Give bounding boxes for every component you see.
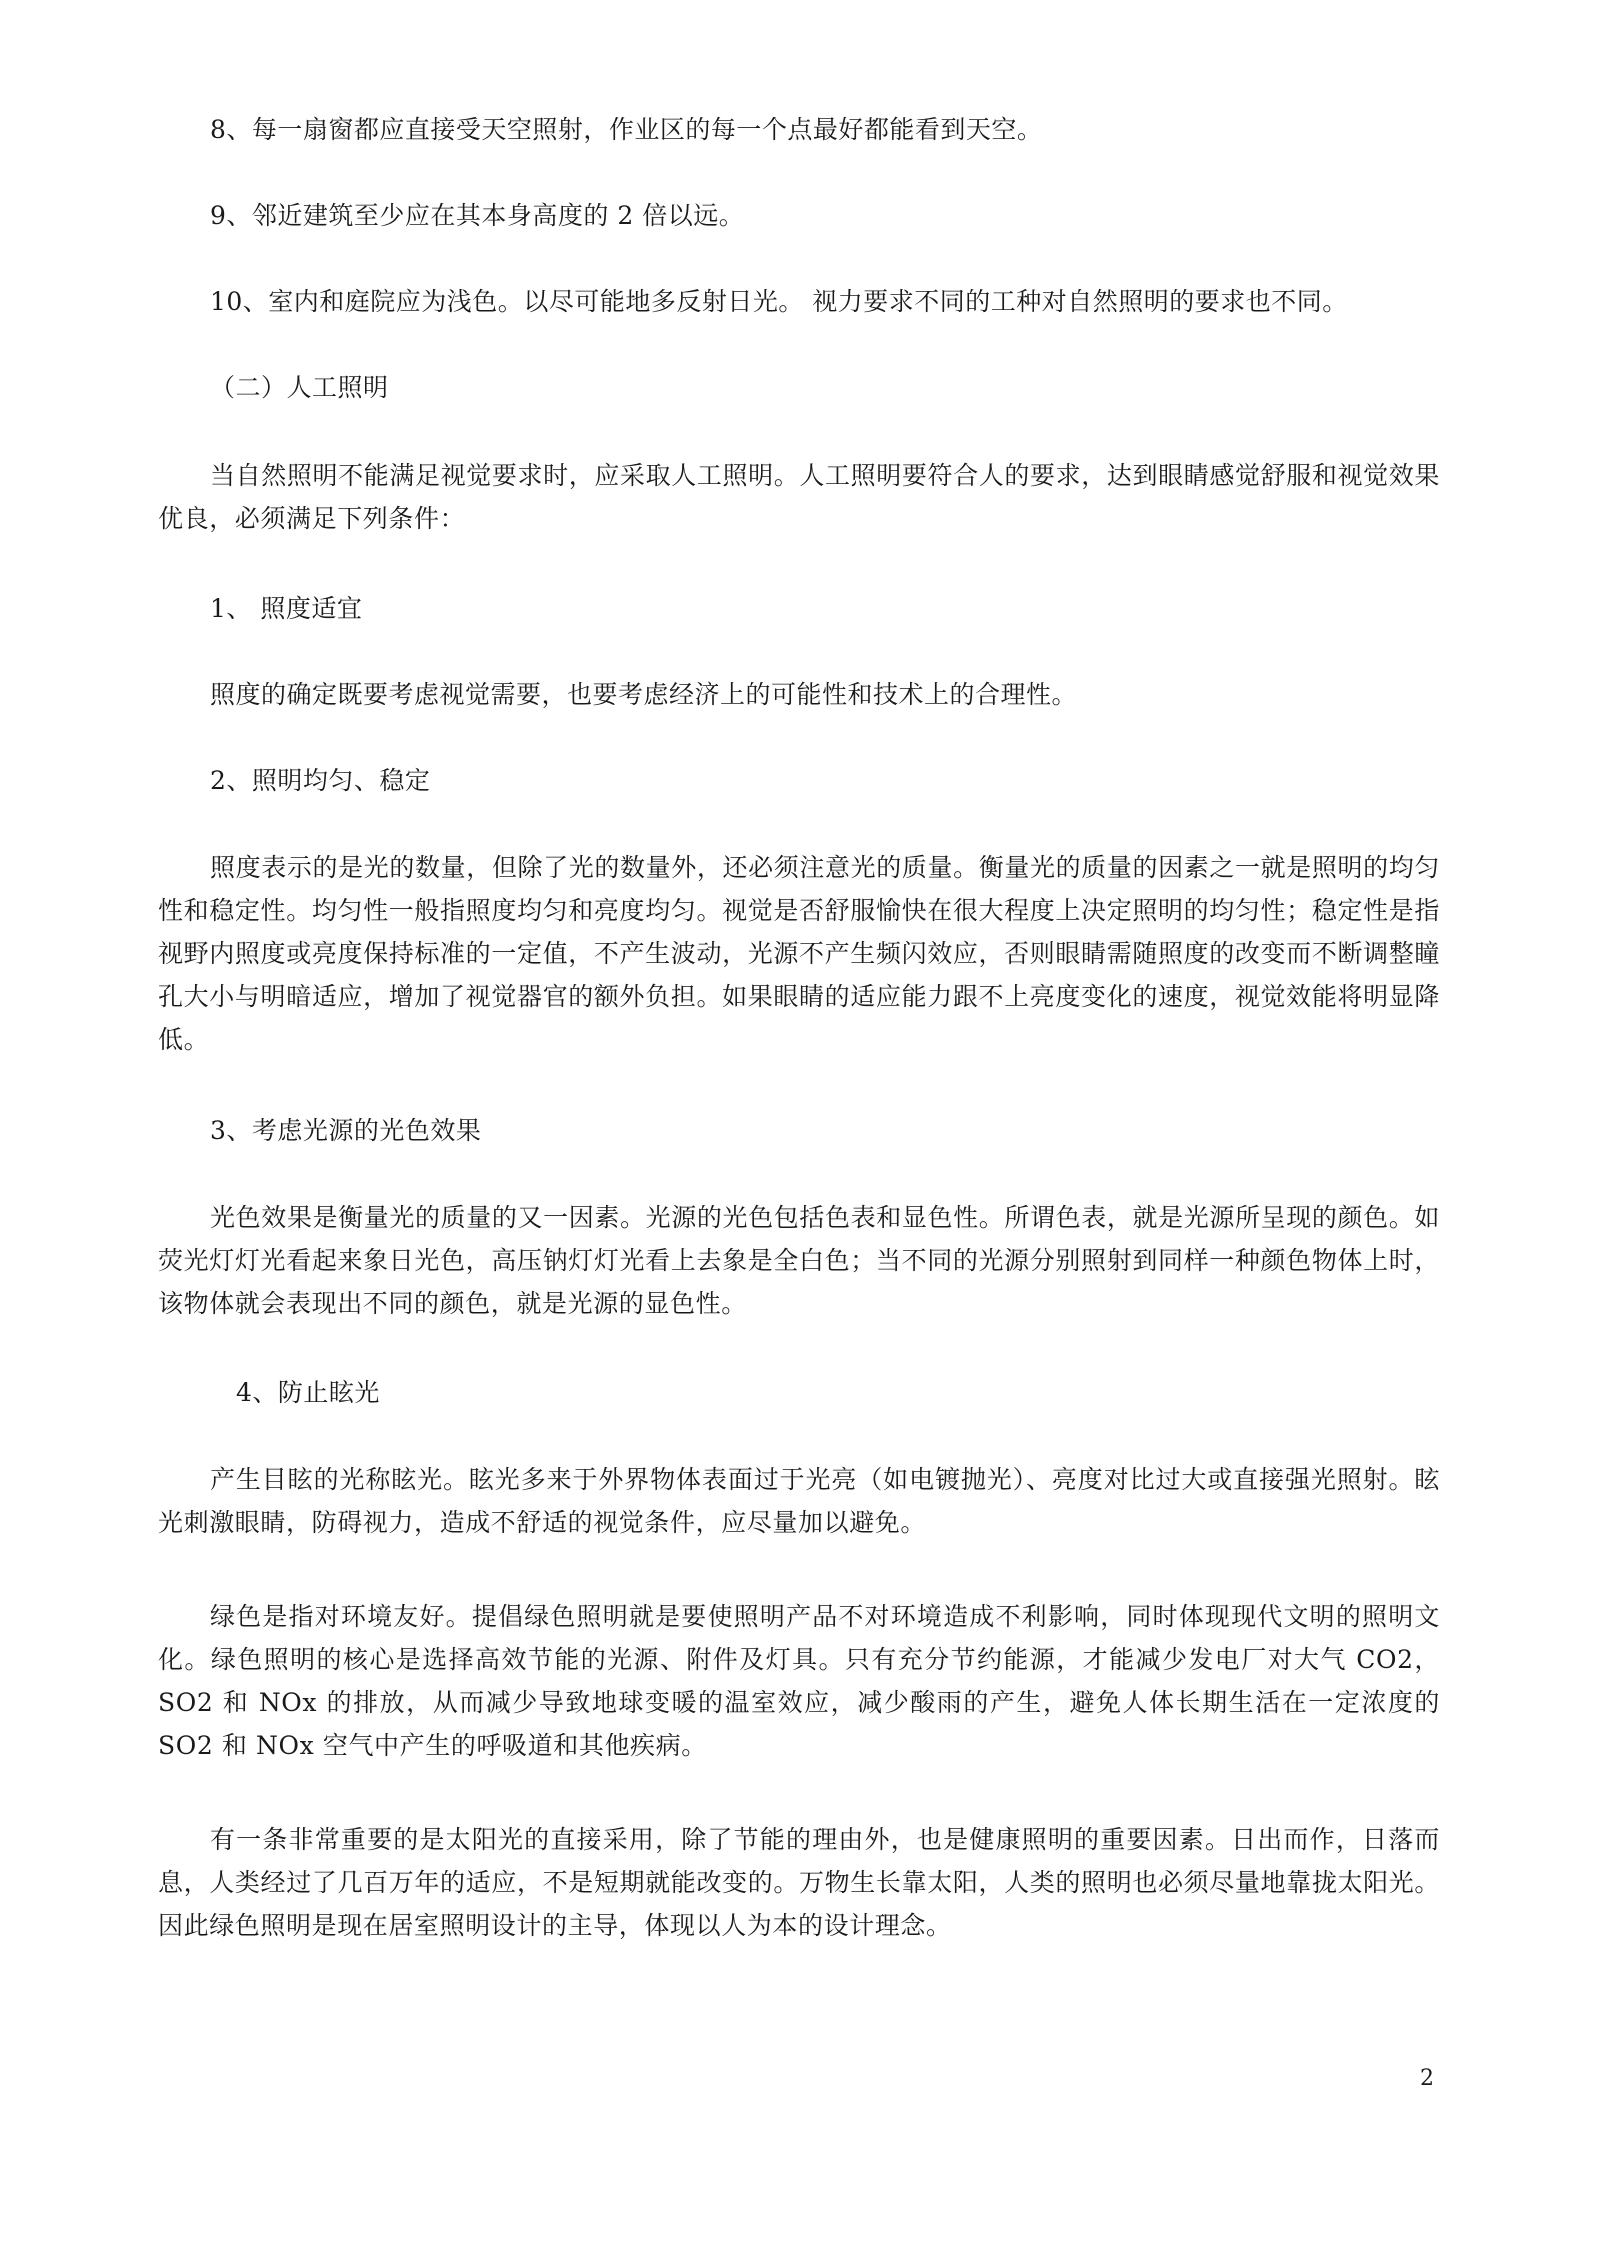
condition-3-body: 光色效果是衡量光的质量的又一因素。光源的光色包括色表和显色性。所谓色表，就是光源所呈现的颜色。如荧光灯灯光看起来象日光色，高压钠灯灯光看上去象是全白色；当不同的光源分别照射到同样一种颜色物体上时，该物体就会表现出不同的颜色，就是光源的显色性。: [158, 1203, 1440, 1318]
condition-2-body: 照度表示的是光的数量，但除了光的数量外，还必须注意光的质量。衡量光的质量的因素之一就是照明的均匀性和稳定性。均匀性一般指照度均匀和亮度均匀。视觉是否舒服愉快在很大程度上决定照明的均匀性；稳定性是指视野内照度或亮度保持标准的一定值，不产生波动，光源不产生频闪效应，否则眼睛需随照度的改变而不断调整瞳孔大小与明暗适应，增加了视觉器官的额外负担。如果眼睛的适应能力跟不上亮度变化的速度，视觉效能将明显降低。: [158, 853, 1440, 1054]
green-lighting-paragraph: 绿色是指对环境友好。提倡绿色照明就是要使照明产品不对环境造成不利影响，同时体现现代文明的照明文化。绿色照明的核心是选择高效节能的光源、附件及灯具。只有充分节约能源，才能减少发电厂对大气 CO2，SO2 和 NOx 的排放，从而减少导致地球变暖的温室效应，减少酸雨的产生，避免人体长期生活在一定浓度的 SO2 和 NOx 空气中产生的呼吸道和其他疾病。: [158, 1602, 1440, 1760]
condition-1-body: 照度的确定既要考虑视觉需要，也要考虑经济上的可能性和技术上的合理性。: [210, 680, 1078, 709]
condition-1-heading: 1、 照度适宜: [210, 594, 363, 623]
condition-4-heading: 4、防止眩光: [236, 1378, 380, 1407]
section-heading-artificial-lighting: （二）人工照明: [210, 373, 389, 402]
condition-3-heading: 3、考虑光源的光色效果: [210, 1116, 482, 1145]
condition-4-body: 产生目眩的光称眩光。眩光多来于外界物体表面过于光亮（如电镀抛光）、亮度对比过大或直接强光照射。眩光刺激眼睛，防碍视力，造成不舒适的视觉条件，应尽量加以避免。: [158, 1465, 1440, 1537]
page-number: 2: [1420, 2066, 1434, 2091]
list-item-10: 10、室内和庭院应为浅色。以尽可能地多反射日光。 视力要求不同的工种对自然照明的要求也不同。: [210, 287, 1348, 316]
list-item-8: 8、每一扇窗都应直接受天空照射，作业区的每一个点最好都能看到天空。: [210, 115, 1043, 144]
list-item-9: 9、邻近建筑至少应在其本身高度的 2 倍以远。: [210, 201, 745, 230]
sunlight-paragraph: 有一条非常重要的是太阳光的直接采用，除了节能的理由外，也是健康照明的重要因素。日出而作，日落而息，人类经过了几百万年的适应，不是短期就能改变的。万物生长靠太阳，人类的照明也必须尽量地靠拢太阳光。因此绿色照明是现在居室照明设计的主导，体现以人为本的设计理念。: [158, 1825, 1440, 1940]
intro-paragraph: 当自然照明不能满足视觉要求时，应采取人工照明。人工照明要符合人的要求，达到眼睛感觉舒服和视觉效果优良，必须满足下列条件：: [158, 461, 1440, 533]
condition-2-heading: 2、照明均匀、稳定: [210, 766, 431, 795]
